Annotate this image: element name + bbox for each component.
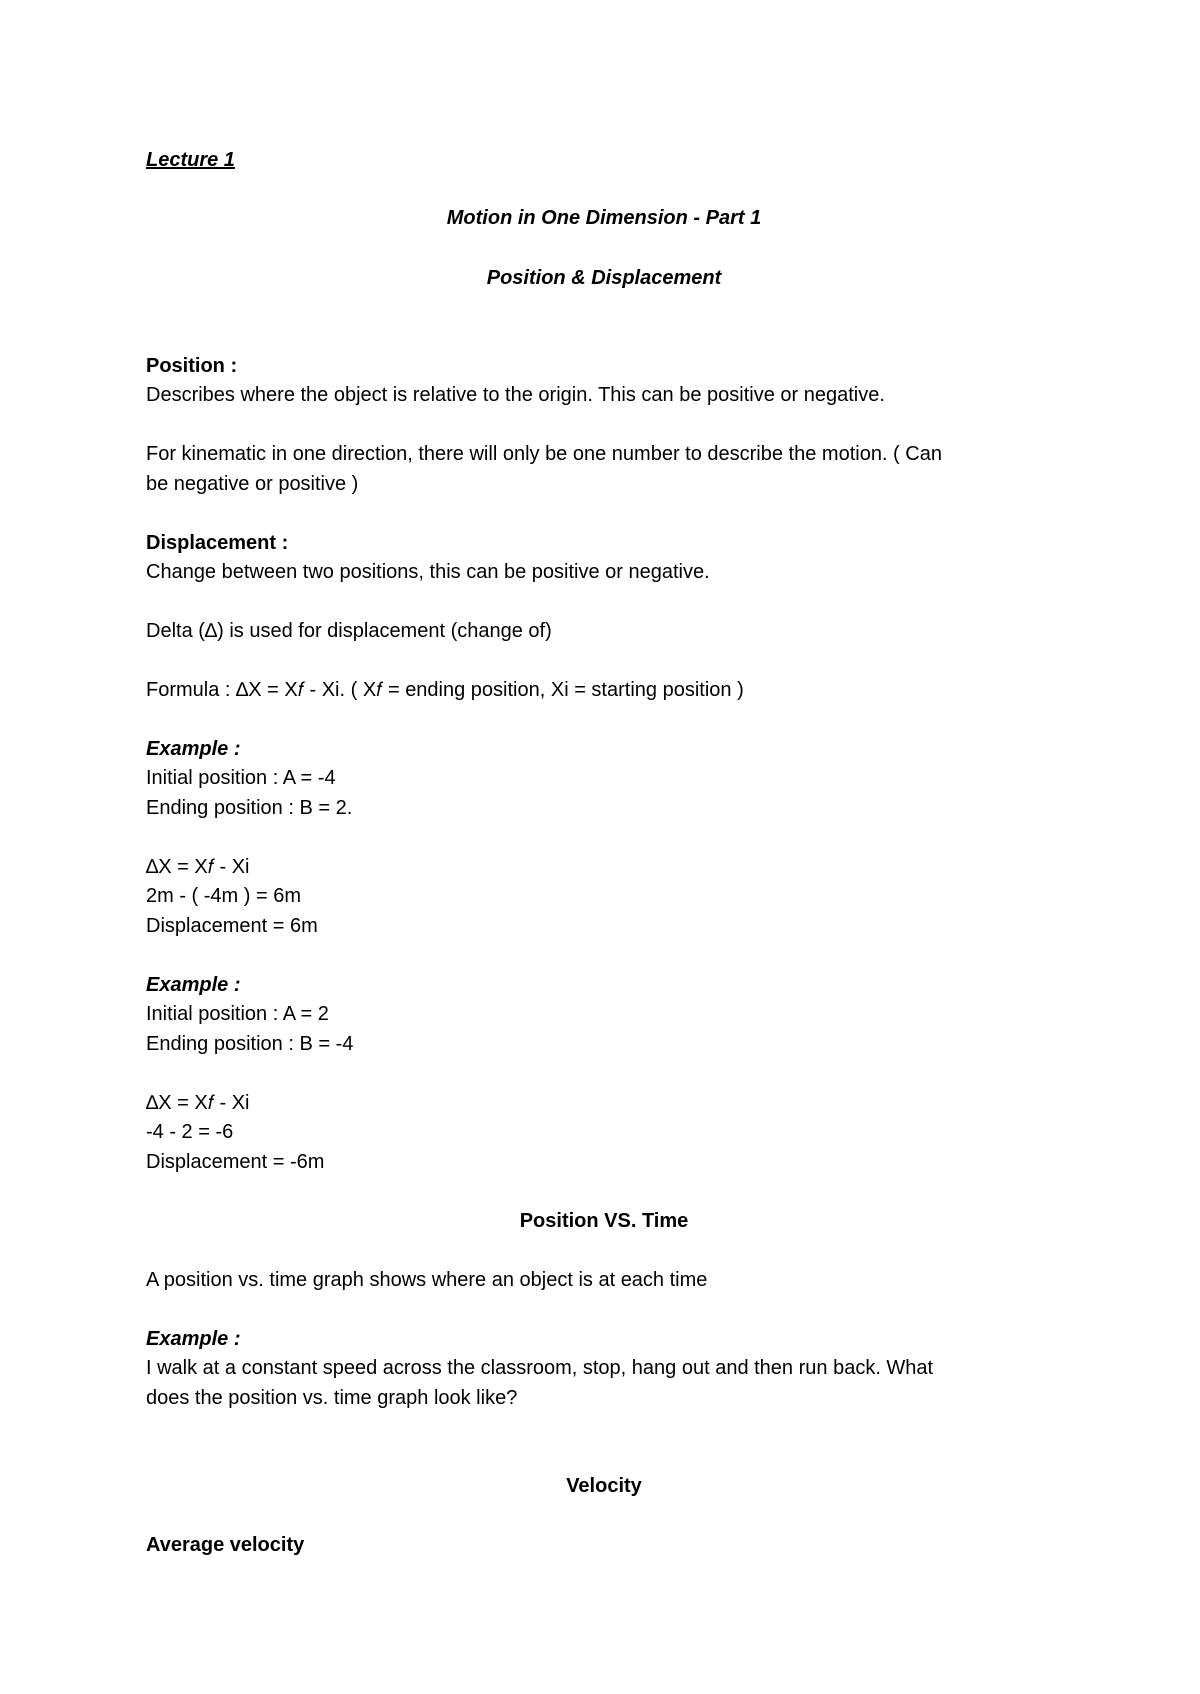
kinematic-text-line2: be negative or positive ) <box>146 473 359 495</box>
position-description: Describes where the object is relative to the origin. This can be positive or negative. <box>146 384 885 406</box>
velocity-heading: Velocity <box>566 1475 642 1497</box>
delta-text: Delta (∆) is used for displacement (change of) <box>146 620 552 642</box>
example1-calc: 2m - ( -4m ) = 6m <box>146 885 302 907</box>
example1-initial: Initial position : A = -4 <box>146 767 336 789</box>
example2-initial: Initial position : A = 2 <box>146 1003 329 1025</box>
example1-formula: ∆X = X𝑓 - Xi <box>146 856 250 878</box>
displacement-description: Change between two positions, this can be positive or negative. <box>146 561 710 583</box>
example3-text-line2: does the position vs. time graph look like? <box>146 1387 518 1409</box>
position-heading: Position : <box>146 355 238 377</box>
main-title: Motion in One Dimension - Part 1 <box>446 207 762 229</box>
example2-ending: Ending position : B = -4 <box>146 1033 354 1055</box>
displacement-heading: Displacement : <box>146 532 289 554</box>
position-vs-time-description: A position vs. time graph shows where an object is at each time <box>146 1269 708 1291</box>
example1-label: Example : <box>146 738 241 760</box>
average-velocity-heading: Average velocity <box>146 1534 305 1556</box>
position-vs-time-heading: Position VS. Time <box>519 1210 689 1232</box>
example2-formula: ∆X = X𝑓 - Xi <box>146 1092 250 1114</box>
example1-ending: Ending position : B = 2. <box>146 797 353 819</box>
example2-label: Example : <box>146 974 241 996</box>
example3-text-line1: I walk at a constant speed across the classroom, stop, hang out and then run back. What <box>146 1357 934 1379</box>
example1-result: Displacement = 6m <box>146 915 318 937</box>
lecture-title: Lecture 1 <box>146 149 235 171</box>
kinematic-text-line1: For kinematic in one direction, there will only be one number to describe the motion. ( Can <box>146 443 942 465</box>
example2-calc: -4 - 2 = -6 <box>146 1121 234 1143</box>
example2-result: Displacement = -6m <box>146 1151 325 1173</box>
displacement-formula: Formula : ∆X = X𝑓 - Xi. ( X𝑓 = ending position, Xi = starting position ) <box>146 679 744 701</box>
section-subtitle: Position & Displacement <box>486 267 722 289</box>
example3-label: Example : <box>146 1328 241 1350</box>
